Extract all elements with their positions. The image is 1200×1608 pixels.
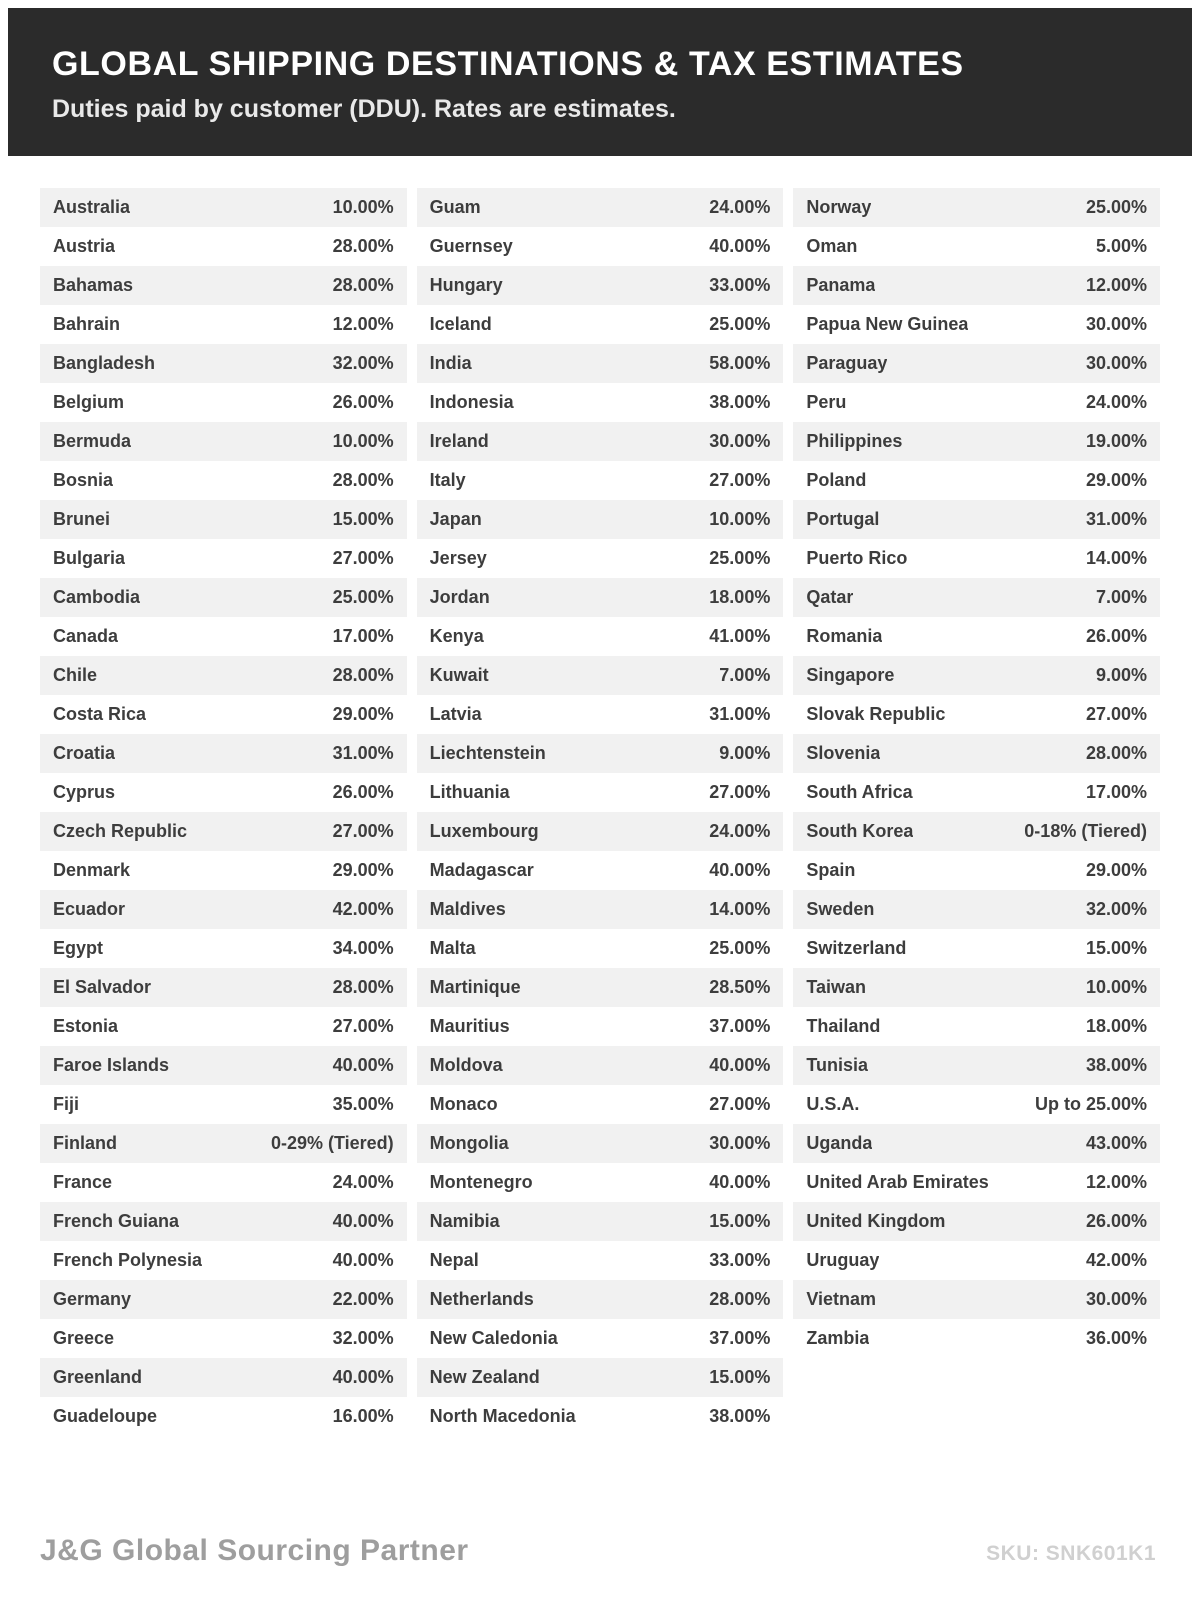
country-name: Slovak Republic: [806, 704, 946, 725]
table-row: [40, 851, 407, 890]
country-name: Belgium: [53, 392, 125, 413]
tax-rate: 14.00%: [709, 899, 771, 920]
tax-rate: 17.00%: [332, 626, 394, 647]
country-name: Bosnia: [53, 470, 114, 491]
table-row: [793, 461, 1160, 500]
table-row: [40, 383, 407, 422]
country-name: Cyprus: [53, 782, 116, 803]
table-row: [40, 1358, 407, 1397]
tax-rate: 40.00%: [332, 1055, 394, 1076]
country-name: Papua New Guinea: [806, 314, 969, 335]
tax-rate: 10.00%: [332, 197, 394, 218]
table-row: [417, 305, 784, 344]
country-name: Uruguay: [806, 1250, 880, 1271]
tax-rate: 26.00%: [1085, 1211, 1148, 1232]
country-name: Lithuania: [429, 782, 510, 803]
tax-rate: 37.00%: [709, 1328, 771, 1349]
tax-rate: 42.00%: [1085, 1250, 1148, 1271]
country-name: Monaco: [429, 1094, 498, 1115]
country-name: Canada: [53, 626, 119, 647]
table-row: [40, 266, 407, 305]
tax-rate: 27.00%: [709, 470, 771, 491]
rate-column: [40, 188, 407, 1436]
country-name: Japan: [429, 509, 482, 530]
country-name: Portugal: [806, 509, 880, 530]
country-name: Maldives: [429, 899, 506, 920]
table-row: [793, 266, 1160, 305]
country-name: Brunei: [53, 509, 111, 530]
country-name: Qatar: [806, 587, 854, 608]
table-row: [793, 1202, 1160, 1241]
country-name: Bahamas: [53, 275, 134, 296]
table-row: [417, 188, 784, 227]
tax-rate: 40.00%: [332, 1250, 394, 1271]
country-name: New Zealand: [429, 1367, 540, 1388]
table-row: [793, 695, 1160, 734]
country-name: Luxembourg: [429, 821, 539, 842]
tax-rate: 10.00%: [332, 431, 394, 452]
tax-rate: 12.00%: [1085, 1172, 1148, 1193]
table-row: [793, 773, 1160, 812]
tax-rate: 26.00%: [332, 392, 394, 413]
country-name: Ireland: [429, 431, 489, 452]
country-name: South Africa: [806, 782, 913, 803]
table-row: [40, 812, 407, 851]
table-row: [793, 305, 1160, 344]
table-row: [417, 734, 784, 773]
country-name: United Kingdom: [806, 1211, 946, 1232]
tax-rate: 28.00%: [709, 1289, 771, 1310]
tax-rate: 28.50%: [709, 977, 771, 998]
rate-column: [417, 188, 784, 1436]
table-row: [793, 812, 1160, 851]
table-row: [40, 1397, 407, 1436]
tax-rate: 30.00%: [1085, 353, 1148, 374]
country-name: Malta: [429, 938, 476, 959]
tax-rate: 12.00%: [332, 314, 394, 335]
country-name: Estonia: [53, 1016, 119, 1037]
table-row: [40, 773, 407, 812]
table-row: [40, 929, 407, 968]
country-name: Finland: [53, 1133, 117, 1154]
country-name: Netherlands: [429, 1289, 534, 1310]
country-name: North Macedonia: [429, 1406, 576, 1427]
country-name: Moldova: [429, 1055, 503, 1076]
table-row: [793, 578, 1160, 617]
rate-column: [793, 188, 1160, 1358]
country-name: Nepal: [429, 1250, 479, 1271]
page-title: GLOBAL SHIPPING DESTINATIONS & TAX ESTIMATES: [52, 45, 964, 83]
tax-rate: 32.00%: [1085, 899, 1148, 920]
tax-rate: 29.00%: [1085, 470, 1148, 491]
tax-rate: 15.00%: [332, 509, 394, 530]
tax-rate: 36.00%: [1085, 1328, 1148, 1349]
country-name: Denmark: [53, 860, 131, 881]
country-name: Guadeloupe: [53, 1406, 158, 1427]
table-row: [40, 227, 407, 266]
tax-rate: 28.00%: [332, 470, 394, 491]
tax-rate: 27.00%: [1085, 704, 1148, 725]
tax-rate: 28.00%: [1085, 743, 1148, 764]
country-name: Italy: [429, 470, 466, 491]
tax-rate: 15.00%: [709, 1211, 771, 1232]
table-row: [793, 734, 1160, 773]
table-row: [793, 383, 1160, 422]
country-name: Zambia: [806, 1328, 870, 1349]
tax-rate: 28.00%: [332, 275, 394, 296]
country-name: Fiji: [53, 1094, 79, 1115]
tax-rate: 19.00%: [1085, 431, 1148, 452]
country-name: Taiwan: [806, 977, 867, 998]
table-row: [793, 227, 1160, 266]
country-name: Paraguay: [806, 353, 888, 374]
country-name: Bangladesh: [53, 353, 156, 374]
tax-rate: 0-29% (Tiered): [270, 1133, 394, 1154]
country-name: Hungary: [429, 275, 503, 296]
table-row: [417, 773, 784, 812]
tax-rate: 30.00%: [1085, 1289, 1148, 1310]
country-name: Germany: [53, 1289, 132, 1310]
country-name: Australia: [53, 197, 131, 218]
tax-rate: 25.00%: [332, 587, 394, 608]
table-row: [40, 578, 407, 617]
tax-rate: Up to 25.00%: [1034, 1094, 1148, 1115]
tax-rate: 12.00%: [1085, 275, 1148, 296]
table-row: [417, 890, 784, 929]
country-name: Costa Rica: [53, 704, 147, 725]
country-name: Kuwait: [429, 665, 489, 686]
table-row: [417, 383, 784, 422]
country-name: Martinique: [429, 977, 521, 998]
tax-rate: 18.00%: [1085, 1016, 1148, 1037]
page-footer: [0, 1534, 1200, 1568]
table-row: [417, 851, 784, 890]
table-row: [40, 1319, 407, 1358]
tax-rate: 9.00%: [1095, 665, 1148, 686]
table-row: [40, 1046, 407, 1085]
table-row: [793, 1280, 1160, 1319]
tax-rate-table: [0, 188, 1200, 1436]
country-name: Latvia: [429, 704, 482, 725]
tax-rate: 28.00%: [332, 236, 394, 257]
country-name: Mongolia: [429, 1133, 509, 1154]
country-name: Mauritius: [429, 1016, 510, 1037]
table-row: [417, 695, 784, 734]
table-row: [40, 461, 407, 500]
tax-rate: 31.00%: [709, 704, 771, 725]
tax-rate: 58.00%: [709, 353, 771, 374]
table-row: [40, 1202, 407, 1241]
tax-rate: 27.00%: [332, 548, 394, 569]
tax-rate: 40.00%: [332, 1367, 394, 1388]
tax-rate: 15.00%: [709, 1367, 771, 1388]
country-name: Uganda: [806, 1133, 873, 1154]
tax-rate: 9.00%: [719, 743, 771, 764]
table-row: [40, 1280, 407, 1319]
table-row: [793, 968, 1160, 1007]
table-row: [417, 1007, 784, 1046]
tax-rate: 14.00%: [1085, 548, 1148, 569]
tax-rate: 26.00%: [1085, 626, 1148, 647]
tax-rate: 30.00%: [1085, 314, 1148, 335]
country-name: Spain: [806, 860, 856, 881]
table-row: [40, 656, 407, 695]
tax-rate: 38.00%: [709, 392, 771, 413]
table-row: [417, 1085, 784, 1124]
tax-rate: 28.00%: [332, 665, 394, 686]
table-row: [40, 1163, 407, 1202]
table-row: [40, 1241, 407, 1280]
country-name: France: [53, 1172, 113, 1193]
country-name: Switzerland: [806, 938, 907, 959]
tax-rate: 30.00%: [709, 431, 771, 452]
tax-rate: 22.00%: [332, 1289, 394, 1310]
tax-rate: 40.00%: [332, 1211, 394, 1232]
tax-rate: 0-18% (Tiered): [1024, 821, 1148, 842]
page-header: [8, 8, 1192, 156]
table-row: [40, 305, 407, 344]
table-row: [40, 968, 407, 1007]
table-row: [40, 1007, 407, 1046]
tax-rate: 10.00%: [709, 509, 771, 530]
tax-rate: 31.00%: [332, 743, 394, 764]
table-row: [40, 617, 407, 656]
tax-rate: 24.00%: [1085, 392, 1148, 413]
table-row: [417, 617, 784, 656]
table-row: [417, 929, 784, 968]
country-name: Montenegro: [429, 1172, 533, 1193]
table-row: [417, 1241, 784, 1280]
tax-rate: 40.00%: [709, 860, 771, 881]
table-row: [793, 188, 1160, 227]
tax-rate: 27.00%: [332, 1016, 394, 1037]
country-name: Peru: [806, 392, 847, 413]
table-row: [40, 1124, 407, 1163]
table-row: [417, 539, 784, 578]
tax-rate: 10.00%: [1085, 977, 1148, 998]
tax-rate: 40.00%: [709, 1055, 771, 1076]
table-row: [417, 1319, 784, 1358]
country-name: Cambodia: [53, 587, 141, 608]
tax-rate: 29.00%: [332, 860, 394, 881]
tax-rate: 33.00%: [709, 1250, 771, 1271]
country-name: Namibia: [429, 1211, 500, 1232]
table-row: [417, 656, 784, 695]
country-name: Kenya: [429, 626, 484, 647]
tax-rate: 34.00%: [332, 938, 394, 959]
country-name: Guernsey: [429, 236, 513, 257]
tax-rate: 32.00%: [332, 1328, 394, 1349]
table-row: [417, 578, 784, 617]
table-row: [40, 1085, 407, 1124]
sku-label: SKU: SNK601K1: [986, 1542, 1156, 1565]
country-name: Tunisia: [806, 1055, 869, 1076]
table-row: [793, 1124, 1160, 1163]
table-row: [417, 227, 784, 266]
country-name: Bermuda: [53, 431, 132, 452]
country-name: Liechtenstein: [429, 743, 546, 764]
table-row: [417, 812, 784, 851]
tax-rate: 30.00%: [709, 1133, 771, 1154]
tax-rate: 29.00%: [332, 704, 394, 725]
country-name: Jersey: [429, 548, 487, 569]
country-name: Singapore: [806, 665, 895, 686]
country-name: Sweden: [806, 899, 875, 920]
table-row: [417, 1124, 784, 1163]
country-name: Vietnam: [806, 1289, 877, 1310]
tax-rate: 40.00%: [709, 236, 771, 257]
tax-rate: 27.00%: [709, 1094, 771, 1115]
table-row: [793, 422, 1160, 461]
country-name: Czech Republic: [53, 821, 188, 842]
country-name: Oman: [806, 236, 858, 257]
table-row: [417, 1163, 784, 1202]
table-row: [40, 539, 407, 578]
country-name: Panama: [806, 275, 876, 296]
table-row: [40, 890, 407, 929]
table-row: [417, 1202, 784, 1241]
tax-rate: 24.00%: [332, 1172, 394, 1193]
table-row: [40, 500, 407, 539]
country-name: French Polynesia: [53, 1250, 203, 1271]
tax-rate: 32.00%: [332, 353, 394, 374]
brand-name: J&G Global Sourcing Partner: [40, 1534, 469, 1567]
country-name: Chile: [53, 665, 98, 686]
table-row: [417, 422, 784, 461]
country-name: Ecuador: [53, 899, 126, 920]
country-name: Faroe Islands: [53, 1055, 170, 1076]
country-name: Indonesia: [429, 392, 514, 413]
table-row: [40, 188, 407, 227]
tax-rate: 7.00%: [719, 665, 771, 686]
table-row: [417, 344, 784, 383]
country-name: Croatia: [53, 743, 116, 764]
table-row: [793, 929, 1160, 968]
country-name: Austria: [53, 236, 116, 257]
tax-rate: 24.00%: [709, 821, 771, 842]
country-name: India: [429, 353, 472, 374]
tax-rate: 33.00%: [709, 275, 771, 296]
table-row: [40, 344, 407, 383]
tax-rate: 43.00%: [1085, 1133, 1148, 1154]
country-name: U.S.A.: [806, 1094, 860, 1115]
table-row: [417, 968, 784, 1007]
table-row: [793, 656, 1160, 695]
tax-rate: 37.00%: [709, 1016, 771, 1037]
tax-rate: 15.00%: [1085, 938, 1148, 959]
table-row: [417, 1280, 784, 1319]
tax-rate: 27.00%: [332, 821, 394, 842]
tax-rate: 24.00%: [709, 197, 771, 218]
table-row: [793, 1046, 1160, 1085]
table-row: [417, 500, 784, 539]
table-row: [40, 734, 407, 773]
tax-rate: 16.00%: [332, 1406, 394, 1427]
country-name: Poland: [806, 470, 867, 491]
country-name: Jordan: [429, 587, 490, 608]
tax-rate: 35.00%: [332, 1094, 394, 1115]
country-name: Bahrain: [53, 314, 121, 335]
tax-rate: 42.00%: [332, 899, 394, 920]
table-row: [793, 1163, 1160, 1202]
country-name: Norway: [806, 197, 872, 218]
table-row: [793, 1007, 1160, 1046]
page-subtitle: Duties paid by customer (DDU). Rates are estimates.: [52, 95, 676, 124]
country-name: Iceland: [429, 314, 492, 335]
tax-rate: 29.00%: [1085, 860, 1148, 881]
tax-rate: 38.00%: [1085, 1055, 1148, 1076]
tax-rate: 5.00%: [1095, 236, 1148, 257]
country-name: French Guiana: [53, 1211, 180, 1232]
table-row: [417, 461, 784, 500]
country-name: Romania: [806, 626, 883, 647]
country-name: Puerto Rico: [806, 548, 908, 569]
country-name: Bulgaria: [53, 548, 126, 569]
country-name: Greece: [53, 1328, 115, 1349]
table-row: [793, 1319, 1160, 1358]
table-row: [417, 1358, 784, 1397]
table-row: [40, 695, 407, 734]
country-name: Madagascar: [429, 860, 534, 881]
tax-rate: 25.00%: [709, 314, 771, 335]
tax-rate: 25.00%: [709, 548, 771, 569]
country-name: Thailand: [806, 1016, 881, 1037]
tax-rate: 28.00%: [332, 977, 394, 998]
tax-rate: 41.00%: [709, 626, 771, 647]
tax-rate: 25.00%: [1085, 197, 1148, 218]
table-row: [793, 539, 1160, 578]
tax-rate: 25.00%: [709, 938, 771, 959]
country-name: Guam: [429, 197, 481, 218]
table-row: [793, 617, 1160, 656]
tax-rate: 18.00%: [709, 587, 771, 608]
country-name: Slovenia: [806, 743, 881, 764]
table-row: [793, 344, 1160, 383]
table-row: [793, 890, 1160, 929]
tax-rate: 17.00%: [1085, 782, 1148, 803]
country-name: Egypt: [53, 938, 104, 959]
table-row: [793, 851, 1160, 890]
country-name: United Arab Emirates: [806, 1172, 989, 1193]
country-name: South Korea: [806, 821, 914, 842]
tax-rate: 27.00%: [709, 782, 771, 803]
table-row: [793, 1241, 1160, 1280]
table-row: [793, 1085, 1160, 1124]
table-row: [40, 422, 407, 461]
tax-rate: 7.00%: [1095, 587, 1148, 608]
country-name: Greenland: [53, 1367, 143, 1388]
country-name: Philippines: [806, 431, 903, 452]
tax-rate: 26.00%: [332, 782, 394, 803]
tax-rate: 38.00%: [709, 1406, 771, 1427]
tax-rate: 31.00%: [1085, 509, 1148, 530]
table-row: [793, 500, 1160, 539]
country-name: New Caledonia: [429, 1328, 558, 1349]
country-name: El Salvador: [53, 977, 152, 998]
table-row: [417, 266, 784, 305]
table-row: [417, 1397, 784, 1436]
tax-rate: 40.00%: [709, 1172, 771, 1193]
table-row: [417, 1046, 784, 1085]
